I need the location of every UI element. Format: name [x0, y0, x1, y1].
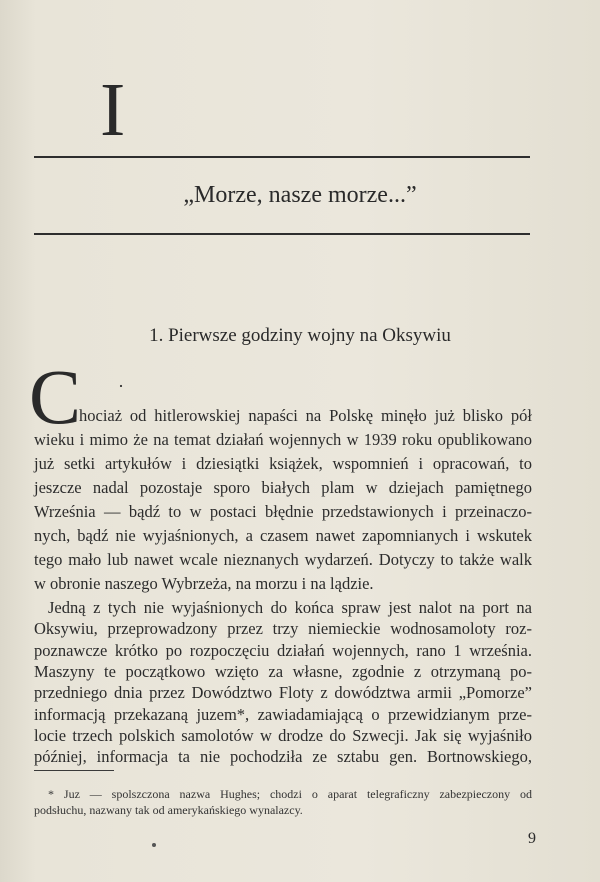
body-line: hociaż od hitlerowskiej napaści na Polskę minęło już blisko pół [79, 406, 532, 425]
drop-cap: C [29, 353, 82, 440]
footnote-line: podsłuchu, nazwany tak od amerykańskiego wynalazcy. [34, 803, 303, 817]
body-line: Września — bądź to w postaci błędnie przedstawionych i przeinaczo- [34, 502, 532, 521]
body-line: jeszcze nadal pozostaje sporo białych plam w dziejach pamiętnego [34, 478, 532, 497]
body-line: przedniego dnia przez Dowództwo Floty z dowództwa armii „Pomorze” [34, 683, 532, 703]
footnote-separator [34, 770, 114, 771]
paper-speck [152, 843, 156, 847]
drop-cap-dot: · [118, 376, 124, 396]
footnote-line: * Juz — spolszczona nazwa Hughes; chodzi o aparat telegraficzny zabezpieczony od [48, 787, 532, 801]
chapter-title: „Morze, nasze morze...” [183, 182, 417, 208]
body-line: w obronie naszego Wybrzeża, na morzu i na lądzie. [34, 574, 374, 593]
body-line: Maszyny te początkowo wzięto za własne, zgodnie z otrzymaną po- [34, 661, 532, 681]
body-line: już setki artykułów i dziesiątki książek, wspomnień i opracowań, to [34, 454, 532, 473]
body-line: później, informacja ta nie pochodziła ze sztabu gen. Bortnowskiego, [34, 747, 532, 767]
chapter-rule-bottom [34, 233, 530, 235]
page-number: 9 [528, 830, 536, 847]
body-line: poznawcze krótko po rozpoczęciu działań wojennych, rano 1 września. [34, 640, 532, 660]
chapter-numeral: I [100, 68, 126, 152]
body-line: locie trzech polskich samolotów w drodze do Szwecji. Jak się wyjaśniło [34, 725, 532, 745]
body-line: nych, bądź nie wyjaśnionych, a czasem nawet zapomnianych i wskutek [34, 526, 532, 545]
body-line: Oksywiu, przeprowadzony przez trzy niemieckie wodnosamoloty roz- [34, 619, 532, 639]
body-line: informacją przekazaną juzem*, zawiadamiającą o przewidzianym prze- [34, 704, 532, 724]
body-line: Jedną z tych nie wyjaśnionych do końca spraw jest nalot na port na [48, 598, 532, 617]
body-line: tego mało lub nawet wcale nieznanych wydarzeń. Dotyczy to także walk [34, 550, 532, 569]
chapter-rule-top [34, 156, 530, 158]
body-line: wieku i mimo że na temat działań wojennych w 1939 roku opublikowano [34, 430, 532, 449]
section-title: 1. Pierwsze godziny wojny na Oksywiu [149, 325, 451, 346]
